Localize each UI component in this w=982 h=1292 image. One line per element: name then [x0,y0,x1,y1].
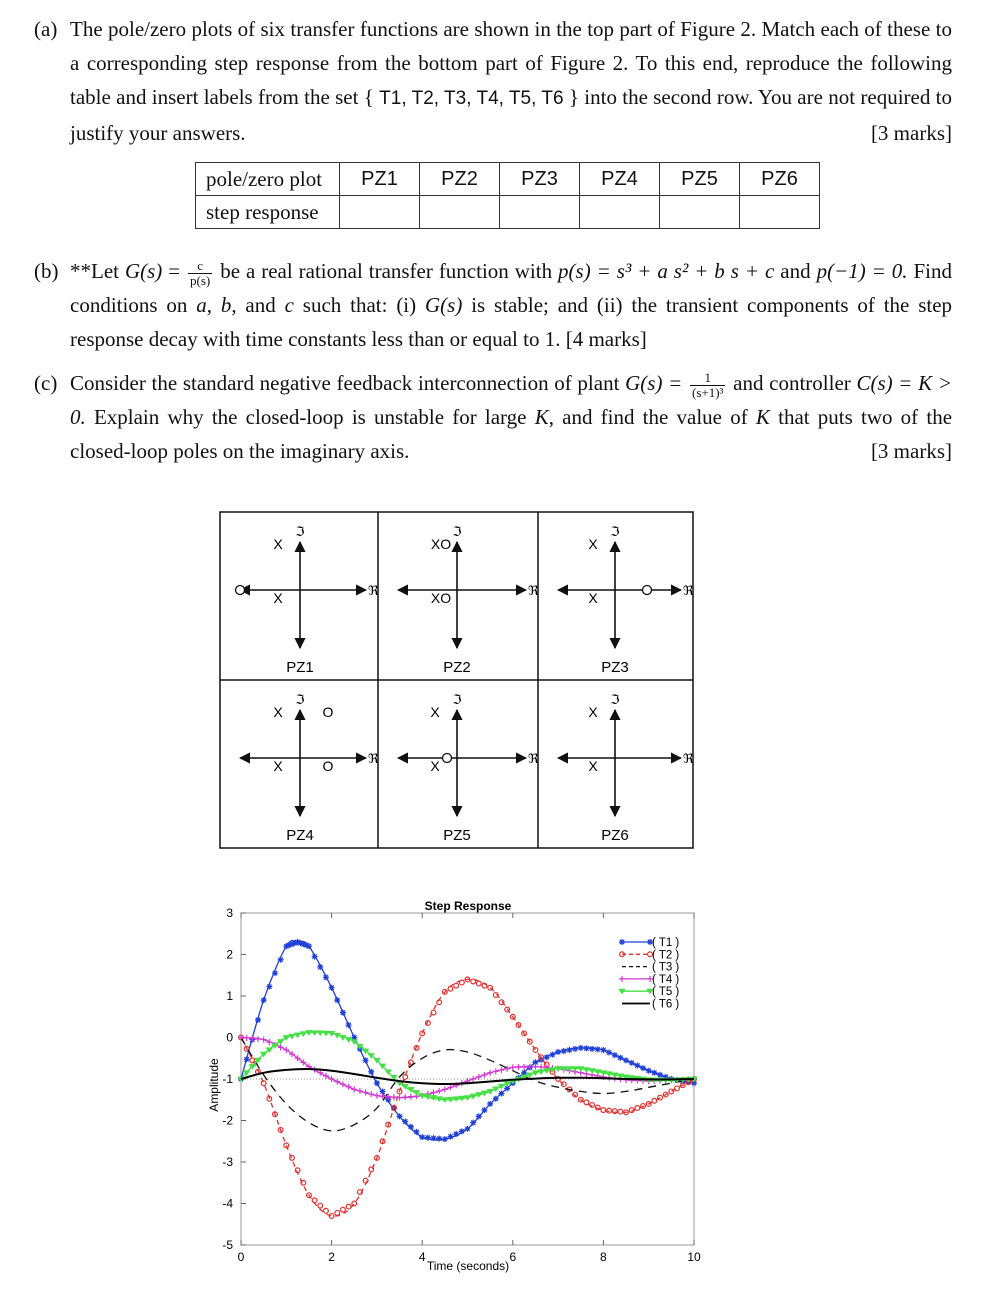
x-tick-label: 6 [509,1250,517,1264]
y-tick-label: -5 [222,1238,233,1252]
zero-marker [236,586,245,595]
pole-marker: X [430,704,440,720]
chart-title: Step Response [424,899,512,913]
row-label-step: step response [196,196,340,229]
question-b [34,254,952,356]
data-point [408,1124,414,1130]
answer-cell-2 [420,196,500,229]
match-table-row-step [196,196,820,229]
real-axis-label: ℜ [368,751,379,766]
data-point [578,1045,584,1051]
question-c-body [70,366,952,468]
header-pz4: PZ4 [580,163,660,196]
data-point [334,997,340,1003]
real-axis-label: ℜ [368,583,379,598]
y-axis-label: Amplitude [207,1058,221,1112]
data-point [566,1047,572,1053]
data-point [612,1052,618,1058]
y-tick-label: 2 [226,947,233,962]
fraction-numerator: 1 [690,371,725,386]
question-c-text1: Consider the standard negative feedback interconnection of plant [70,371,620,395]
data-point [481,1107,487,1113]
data-point [606,1050,612,1056]
question-b-gs-2: G(s) [425,293,463,317]
data-point [397,1113,403,1119]
data-point [419,1134,425,1140]
data-point [493,1096,499,1102]
x-tick-label: 8 [600,1250,607,1264]
zero-marker [643,586,652,595]
data-point [414,1129,420,1135]
pz-panel-label: PZ1 [286,659,314,676]
pole-marker: X [273,758,283,774]
y-tick-label: 3 [226,906,233,920]
data-point [329,985,335,991]
data-point [346,1022,352,1028]
question-c-text5: that puts two of the closed-loop poles on the imaginary axis. [70,405,953,463]
data-point [442,1136,448,1142]
data-point [589,1046,595,1052]
legend-label: ( T5 ) [652,986,680,999]
question-c-gs: G(s) = [625,371,683,395]
question-b-mid: be a real rational transfer function with [220,259,553,283]
data-point [646,1068,652,1074]
question-a-text: The pole/zero plots of six transfer functions are shown in the top part of Figure 2. Match each of these to a corresponding step response from the bottom part of Figure 2. To this end, reproduce the following table and insert labels from the set { [70,17,952,109]
pz-panel-label: PZ4 [286,827,314,844]
real-axis-label: ℜ [528,751,539,766]
data-point [640,1065,646,1071]
x-axis-label: Time (seconds) [426,1259,510,1273]
answer-cell-6 [740,196,820,229]
question-b-cond: p(−1) = 0. [816,259,908,283]
data-point [498,1091,504,1097]
question-b-prefix: **Let [70,259,119,283]
pole-marker: X [273,536,283,552]
y-tick-label: -2 [222,1113,233,1128]
y-tick-label: 1 [226,989,233,1003]
question-b-rest1: Find conditions on [70,259,953,317]
data-point [561,1048,567,1054]
header-pz2: PZ2 [420,163,500,196]
data-point [544,1054,550,1060]
y-tick-label: -3 [222,1155,233,1169]
data-point [368,1069,374,1075]
question-b-body: **Let G(s) = $\frac{c}{p(s)}$ be a real rational transfer function with p(s) = s³ + a s² + b s + c and p(−1) = 0. Find conditions on a, b, and c such that: (i) G(s) is stable; and (ii) the transient components of the step response decay with time constants less than or equal to 1. [4 marks] [70,257,953,351]
pz-panel-label: PZ3 [601,659,629,676]
zero-marker: O [322,704,334,720]
data-point [306,943,312,949]
question-a [34,12,952,150]
y-tick-label: 0 [226,1030,233,1045]
question-a-body [70,12,952,150]
legend-marker [619,939,625,945]
pole-marker: XO [430,590,452,606]
imaginary-axis-label: ℑ [610,692,620,707]
var-c: c [284,293,294,317]
pole-marker: X [588,536,598,552]
imaginary-axis-label: ℑ [295,524,305,539]
x-tick-label: 4 [418,1250,426,1264]
pole-marker: X [588,590,598,606]
data-point [617,1055,623,1061]
pole-zero-grid [0,500,982,860]
question-b-gs: G(s) [124,259,163,283]
pole-marker: X [430,758,440,774]
header-pz3: PZ3 [500,163,580,196]
x-tick-label: 2 [328,1250,335,1264]
real-axis-label: ℜ [683,583,694,598]
answer-cell-5 [660,196,740,229]
legend-label: ( T3 ) [652,961,680,974]
data-point [436,1136,442,1142]
pz-panel-label: PZ5 [443,827,471,844]
data-point [278,957,284,963]
fraction-numerator: c [188,259,212,274]
data-point [244,1056,250,1062]
pz-panel-2 [398,524,539,676]
real-axis-label: ℜ [528,583,539,598]
var-a: a [196,293,207,317]
imaginary-axis-label: ℑ [452,524,462,539]
question-b-ps: p(s) = s³ + a s² + b s + c [558,259,775,283]
imaginary-axis-label: ℑ [610,524,620,539]
data-point [651,1070,657,1076]
data-point [465,1126,471,1132]
question-c-text4: , and find the value of [548,405,748,429]
fraction-denominator: p(s) [190,272,211,288]
data-point [261,997,267,1003]
x-tick-label: 10 [687,1250,701,1264]
pole-marker: X [588,704,598,720]
pz-panel-label: PZ2 [443,659,471,676]
pz-panel-5 [398,692,539,844]
data-point [634,1063,640,1069]
pz-panel-4 [240,692,379,844]
step-response-chart [0,880,982,1290]
data-point [425,1135,431,1141]
pole-marker: X [273,704,283,720]
imaginary-axis-label: ℑ [452,692,462,707]
data-point [623,1057,629,1063]
match-table [195,162,820,229]
pz-panel-6 [558,692,694,844]
zero-marker [443,754,452,763]
legend-label: ( T2 ) [652,949,680,962]
data-point [363,1057,369,1063]
var-k: K [534,405,549,429]
data-point [323,974,329,980]
data-point [549,1052,555,1058]
answer-cell-1 [340,196,420,229]
question-a-label: (a) [34,17,58,41]
header-pz6: PZ6 [740,163,820,196]
zero-marker: O [322,758,334,774]
question-c-marks: [3 marks] [870,439,952,463]
question-a-set: T1, T2, T3, T4, T5, T6 [379,88,564,109]
pz-panel-1 [235,524,379,676]
answer-cell-3 [500,196,580,229]
answer-cell-4 [580,196,660,229]
data-point [402,1119,408,1125]
question-c-label: (c) [34,371,58,395]
question-b-rest2: such that: (i) [302,293,417,317]
data-point [374,1080,380,1086]
question-c-text3: Explain why the closed-loop is unstable for large [93,405,527,429]
question-b-and: and [780,259,811,283]
data-point [340,1010,346,1016]
data-point [555,1049,561,1055]
data-point [583,1045,589,1051]
question-b-rest3: is stable; and (ii) the transient components of the step response decay with time constants less than or equal to 1. [70,293,953,351]
header-pz1: PZ1 [340,163,420,196]
var-b: b [220,293,232,317]
data-point [448,1134,454,1140]
data-point [431,1135,437,1141]
data-point [629,1060,635,1066]
row-label-pz: pole/zero plot [196,163,340,196]
legend-label: ( T1 ) [652,937,680,949]
data-point [657,1072,663,1078]
data-point [312,954,318,960]
pole-marker: X [273,590,283,606]
y-tick-label: -1 [222,1072,233,1086]
question-c [34,366,952,468]
question-a-text-end: } into the second row. You are not required to justify your answers. [70,85,953,145]
pz-panel-3 [558,524,694,676]
data-point [476,1113,482,1119]
legend-label: ( T4 ) [652,973,680,986]
header-pz5: PZ5 [660,163,740,196]
data-point [572,1046,578,1052]
data-point [595,1046,601,1052]
question-c-fraction [690,371,725,400]
question-b-eq: = [168,259,181,283]
data-point [255,1017,261,1023]
question-a-marks: [3 marks] [870,121,952,145]
imaginary-axis-label: ℑ [295,692,305,707]
data-point [600,1047,606,1053]
legend-label: ( T6 ) [652,998,680,1011]
data-point [487,1101,493,1107]
data-point [459,1128,465,1134]
question-b-label: (b) [34,259,59,283]
question-b-fraction [188,259,212,288]
pole-marker: X [588,758,598,774]
pz-panel-label: PZ6 [601,827,629,844]
question-b-marks: [4 marks] [565,327,647,351]
var-k-2: K [755,405,770,429]
question-c-text2: and controller [733,371,851,395]
data-point [272,970,278,976]
data-point [266,984,272,990]
fraction-denominator: (s+1)³ [691,384,724,400]
pole-marker: XO [430,536,452,552]
real-axis-label: ℜ [683,751,694,766]
data-point [453,1131,459,1137]
x-tick-label: 0 [237,1250,245,1264]
question-c-cs: C(s) = K > 0. [70,371,953,429]
y-tick-label: -4 [222,1196,233,1211]
data-point [317,964,323,970]
match-table-row-pz [196,163,820,196]
data-point [470,1120,476,1126]
